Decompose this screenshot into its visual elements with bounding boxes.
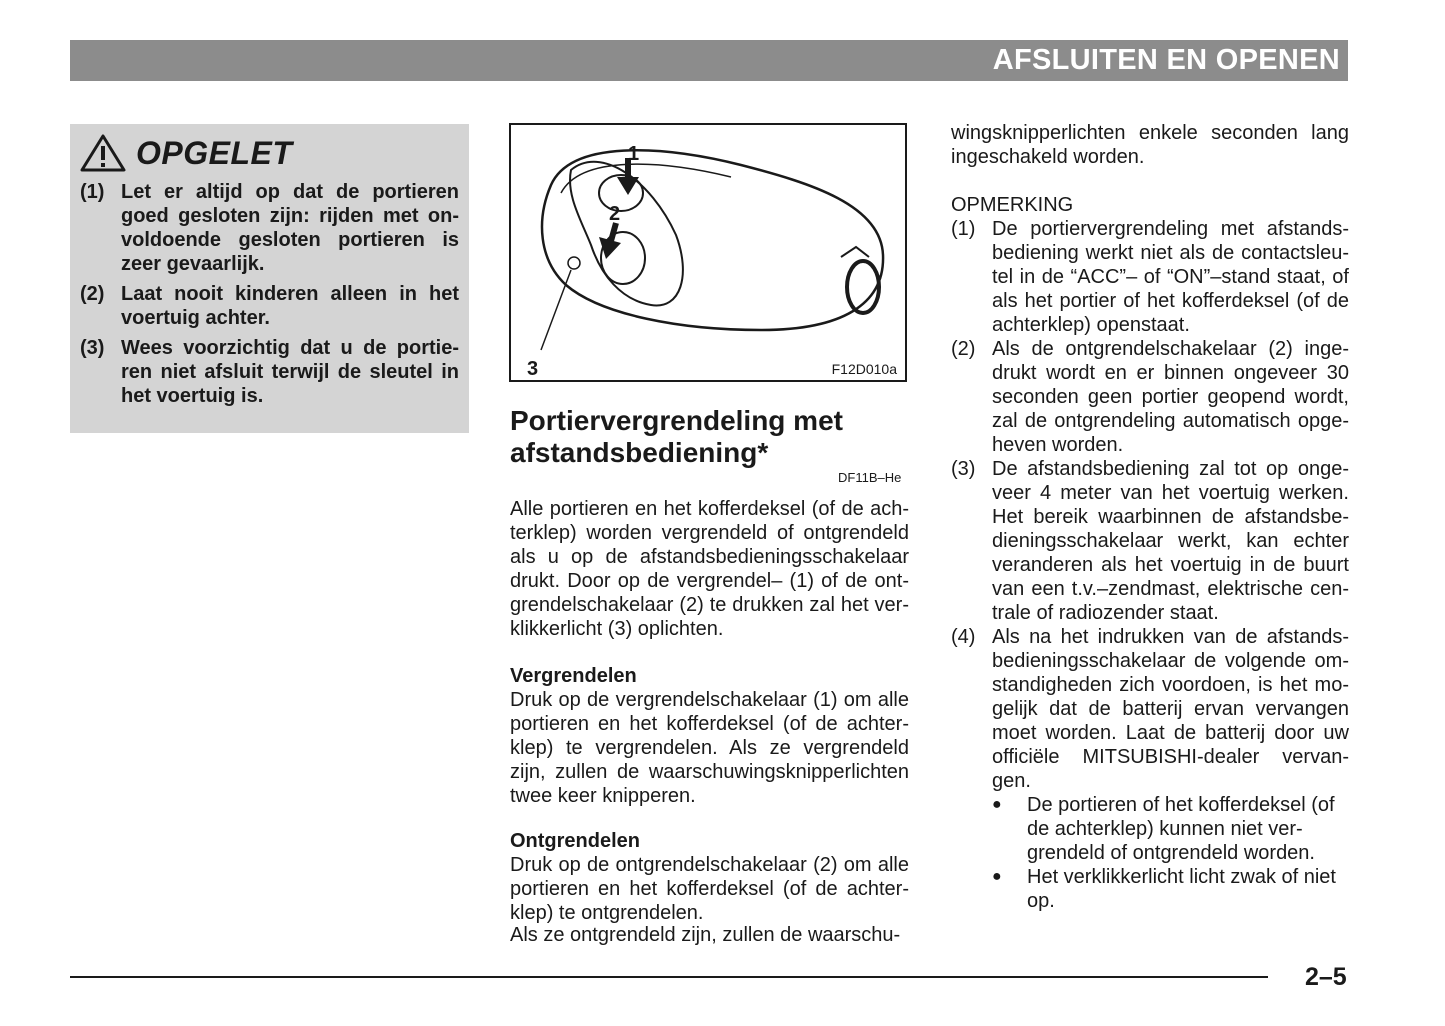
caution-item-text: Laat nooit kinderen alleen in het voertuig achter. (121, 283, 459, 329)
section-code: DF11B–He (838, 470, 902, 485)
header-bar (70, 40, 1348, 81)
note-item-number: (2) (951, 338, 976, 360)
note-section (951, 193, 1349, 913)
figure-label-3: 3 (527, 358, 539, 380)
note-item-text: Als de ontgrendelschakelaar (2) inge-drukt wordt en er binnen ongeveer 30 seconden geen portier geopend wordt, zal de ontgrendeling automatisch opge-heven worden. (992, 338, 1349, 456)
bullet-text: De portieren of het kofferdeksel (of de achterklep) kunnen niet ver-grendeld of ontgrendeld worden. (1027, 794, 1335, 864)
figure-label-2: 2 (609, 203, 621, 225)
bullet-item (992, 865, 1349, 913)
page-number: 2–5 (1305, 963, 1347, 991)
bullet-text: Het verklikkerlicht licht zwak of niet op. (1027, 866, 1336, 912)
section-title-line: Portiervergrendeling met (510, 405, 843, 436)
bullet-dot-icon: ● (992, 796, 1002, 813)
section-title (510, 405, 909, 469)
caution-heading (80, 132, 459, 174)
intro-paragraph: Alle portieren en het kofferdeksel (of de ach-terklep) worden vergrendeld of ontgrendeld als u op de afstandsbedieningsschakelaar drukt. Door op de vergrendel– (1) of de ont-grendelschakelaar (2) te drukken zal het ver-klikkerlicht (3) oplichten. (510, 498, 909, 640)
footer-rule (70, 976, 1268, 978)
note-item (951, 625, 1349, 793)
note-item (951, 217, 1349, 337)
note-item-number: (3) (951, 458, 976, 480)
note-item-number: (4) (951, 626, 976, 648)
note-item-text: Als na het indrukken van de afstands-bedieningsschakelaar de volgende om-standigheden zich voordoen, is het mo-gelijk dat de batterij ervan vervangen moet worden. Laat de batterij door uw officiële MITSUBISHI-dealer vervan-gen. (992, 626, 1349, 792)
note-item (951, 337, 1349, 457)
remote-key-illustration (509, 123, 907, 382)
unlock-paragraph: Druk op de ontgrendelschakelaar (2) om alle portieren en het kofferdeksel (of de achter-klep) te ontgrendelen. (510, 854, 909, 924)
bullet-dot-icon: ● (992, 868, 1002, 885)
caution-title: OPGELET (136, 134, 293, 171)
caution-item-text: Let er altijd op dat de portieren goed gesloten zijn: rijden met on-voldoende gesloten portieren is zeer gevaarlijk. (121, 181, 459, 275)
note-item-number: (1) (951, 218, 976, 240)
section-title-line: afstandsbediening* (510, 437, 769, 468)
note-item-text: De afstandsbediening zal tot op onge-veer 4 meter van het voertuig werken. Het bereik waarbinnen de afstandsbe-dieningsschakelaar werkt, kan echter veranderen als het voertuig in de buurt van een t.v.–zendmast, elektrische cen-trale of radiozender staat. (992, 458, 1349, 624)
figure-code: F12D010a (831, 361, 897, 377)
caution-item-number: (1) (80, 181, 105, 203)
bullet-item (992, 793, 1349, 865)
caution-item (80, 180, 459, 276)
lock-heading: Vergrendelen (510, 665, 637, 687)
caution-item-number: (2) (80, 283, 105, 305)
warning-triangle-icon (80, 133, 126, 173)
lock-paragraph: Druk op de vergrendelschakelaar (1) om alle portieren en het kofferdeksel (of de achter-klep) te vergrendelen. Als ze vergrendeld zijn, zullen de waarschuwingsknipperlichten twee keer knipperen. (510, 689, 909, 807)
unlock-heading: Ontgrendelen (510, 830, 641, 852)
caution-item-text: Wees voorzichtig dat u de portie-ren niet afsluit terwijl de sleutel in het voertuig is. (121, 337, 459, 407)
caution-item (80, 336, 459, 408)
note-item (951, 457, 1349, 625)
caution-box (70, 124, 469, 433)
caution-item (80, 282, 459, 330)
page-section-title: AFSLUITEN EN OPENEN (992, 44, 1340, 76)
continuation-paragraph: wingsknipperlichten enkele seconden lang ingeschakeld worden. (951, 122, 1349, 168)
note-item-text: De portiervergrendeling met afstands-bediening werkt niet als de contactsleu-tel in de “ACC”– of “ON”–stand staat, of als het portier of het kofferdeksel (of de achterklep) openstaat. (992, 218, 1349, 336)
figure-label-1: 1 (628, 143, 640, 165)
note-heading: OPMERKING (951, 194, 1074, 216)
caution-item-number: (3) (80, 337, 105, 359)
unlock-paragraph-continued: Als ze ontgrendeld zijn, zullen de waarschu- (510, 924, 901, 946)
key-fob-drawing (511, 125, 905, 380)
